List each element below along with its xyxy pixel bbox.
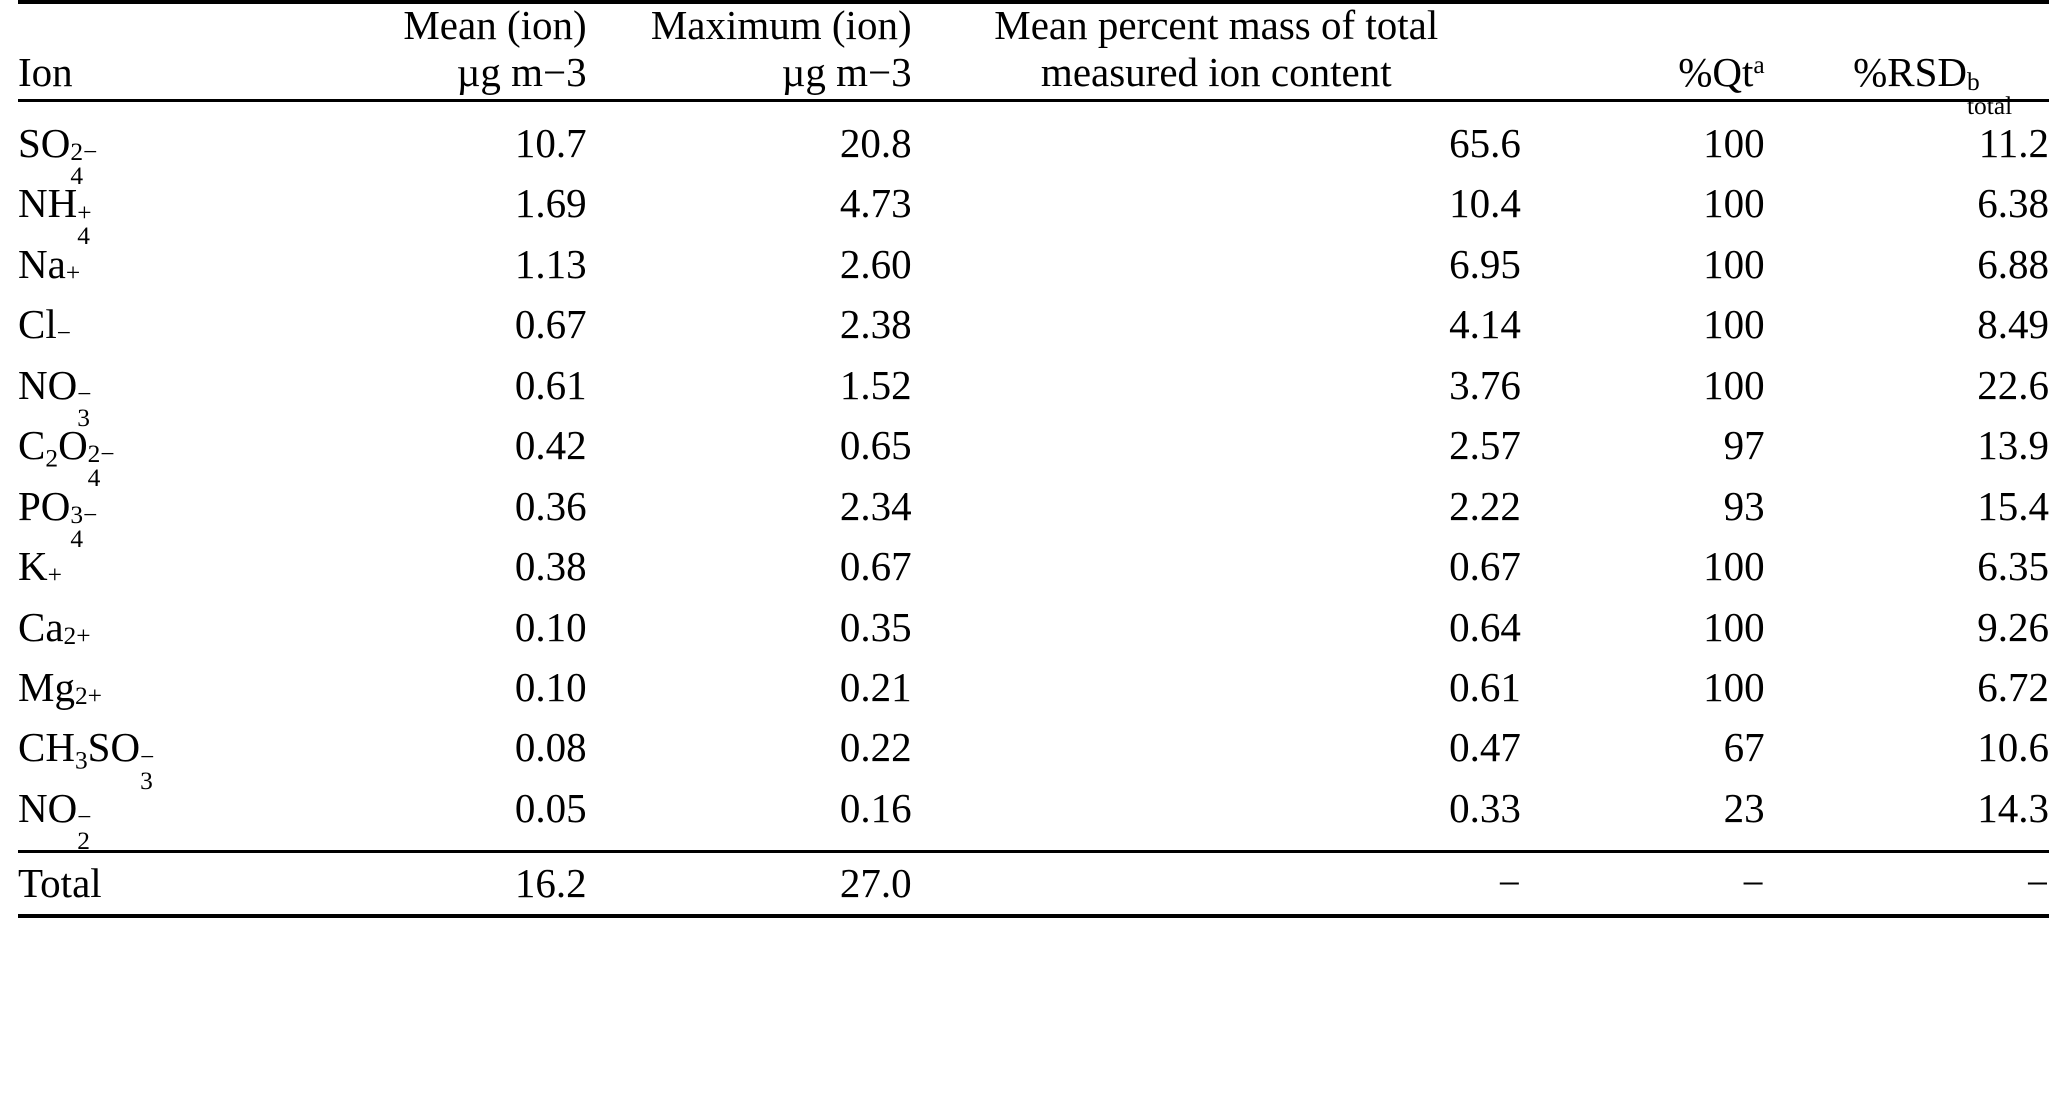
table-row [18, 657, 2049, 717]
cell-percent-qt: 100 [1703, 543, 1765, 590]
table-row [18, 537, 2049, 597]
cell-percent-qt: 93 [1723, 482, 1765, 529]
cell-mean-percent-mass: 4.14 [1449, 301, 1521, 348]
column-header-maximum-label: Maximum (ion) [650, 2, 912, 48]
cell-percent-rsd: 8.49 [1977, 301, 2049, 348]
total-percent-rsd: − [2025, 859, 2049, 906]
cell-percent-qt: 100 [1703, 119, 1765, 166]
cell-ion: NH + 4 [18, 180, 92, 251]
cell-ion: $CH_3SO$ − 3 [18, 724, 155, 795]
cell-percent-rsd: 10.6 [1977, 724, 2049, 771]
cell-mean-percent-mass: 10.4 [1449, 180, 1521, 227]
cell-mean: 1.69 [514, 180, 587, 227]
cell-mean-percent-mass: 0.61 [1449, 663, 1521, 710]
cell-maximum: 2.60 [839, 240, 912, 287]
cell-mean-percent-mass: 65.6 [1449, 119, 1521, 166]
table-total-section [18, 852, 2049, 916]
cell-maximum: 1.52 [839, 361, 912, 408]
cell-maximum: 0.35 [839, 603, 912, 650]
cell-ion: Ca 2+ [18, 603, 91, 650]
cell-mean: 10.7 [514, 119, 587, 166]
total-maximum: 27.0 [839, 859, 912, 906]
table-row [18, 476, 2049, 536]
cell-mean: 0.08 [514, 724, 587, 771]
column-header-percent-rsd-subscript: total [1967, 91, 2013, 120]
cell-percent-rsd: 6.35 [1977, 543, 2049, 590]
table-row-total [18, 852, 2049, 914]
cell-mean: 0.42 [514, 422, 587, 469]
column-header-percent-qt-footnote: a [1753, 51, 1765, 80]
table-row [18, 100, 2049, 173]
cell-maximum: 0.67 [839, 543, 912, 590]
column-header-mean-percent-mass-line1: Mean percent mass of total [994, 2, 1439, 48]
column-header-maximum-unit: µg m−3 [781, 49, 912, 96]
cell-mean-percent-mass: 0.67 [1449, 543, 1521, 590]
column-header-ion-label: Ion [18, 49, 73, 96]
column-header-percent-rsd-footnote: b [1967, 67, 1980, 96]
bottom-rule-row [18, 914, 2049, 916]
cell-mean-percent-mass: 0.33 [1449, 784, 1521, 831]
cell-ion: K + [18, 543, 62, 590]
table-row [18, 416, 2049, 476]
table-row [18, 295, 2049, 355]
cell-maximum: 2.38 [839, 301, 912, 348]
cell-ion: Mg 2+ [18, 663, 103, 711]
cell-mean: 0.05 [514, 784, 587, 831]
total-label: Total [18, 859, 102, 906]
cell-percent-rsd: 14.3 [1977, 784, 2049, 831]
cell-percent-qt: 100 [1703, 240, 1765, 287]
cell-ion: PO 3− 4 [18, 482, 98, 553]
header-row [18, 2, 2049, 99]
cell-percent-rsd: 15.4 [1977, 482, 2049, 529]
column-header-percent-qt [1521, 2, 1765, 99]
total-mean-percent-mass: − [1497, 859, 1521, 906]
column-header-maximum [587, 2, 912, 99]
cell-ion: $C_2O$ 2− 4 [18, 422, 115, 493]
cell-maximum: 0.21 [839, 663, 912, 710]
cell-percent-qt: 97 [1723, 422, 1765, 469]
total-mean: 16.2 [514, 859, 587, 906]
cell-percent-rsd: 11.2 [1978, 119, 2049, 166]
column-header-ion [18, 2, 282, 99]
cell-percent-qt: 100 [1703, 361, 1765, 408]
table-body [18, 100, 2049, 855]
cell-percent-rsd: 13.9 [1977, 422, 2049, 469]
column-header-mean-percent-mass [912, 2, 1521, 99]
cell-mean: 0.10 [514, 663, 587, 710]
cell-percent-qt: 23 [1723, 784, 1765, 831]
cell-percent-rsd: 6.72 [1977, 663, 2049, 710]
cell-ion: SO 2− 4 [18, 119, 98, 190]
cell-percent-rsd: 9.26 [1977, 603, 2049, 650]
cell-percent-qt: 100 [1703, 180, 1765, 227]
cell-mean: 1.13 [514, 240, 587, 287]
cell-maximum: 0.22 [839, 724, 912, 771]
column-header-percent-qt-label: %Qt [1678, 49, 1754, 96]
cell-mean: 0.61 [514, 361, 587, 408]
ion-composition-table [18, 0, 2049, 918]
cell-maximum: 0.65 [839, 422, 912, 469]
table-row [18, 597, 2049, 657]
table-row [18, 778, 2049, 850]
column-header-mean [282, 2, 587, 99]
cell-mean: 0.67 [514, 301, 587, 348]
cell-mean-percent-mass: 2.22 [1449, 482, 1521, 529]
cell-maximum: 0.16 [839, 784, 912, 831]
cell-mean-percent-mass: 0.47 [1449, 724, 1521, 771]
cell-ion: Cl − [18, 301, 72, 348]
column-header-percent-rsd-label: %RSD [1853, 49, 1967, 96]
table-header [18, 2, 2049, 120]
cell-percent-rsd: 6.88 [1977, 240, 2049, 287]
column-header-percent-rsd [1765, 2, 2049, 120]
cell-ion: Na + [18, 240, 81, 288]
column-header-mean-unit: µg m−3 [456, 49, 587, 96]
table-row [18, 718, 2049, 778]
cell-mean: 0.10 [514, 603, 587, 650]
cell-maximum: 20.8 [839, 119, 912, 166]
cell-percent-qt: 100 [1703, 301, 1765, 348]
cell-percent-rsd: 6.38 [1977, 180, 2049, 227]
cell-percent-qt: 100 [1703, 663, 1765, 710]
cell-mean: 0.38 [514, 543, 587, 590]
total-percent-qt: − [1741, 859, 1765, 906]
cell-mean-percent-mass: 2.57 [1449, 422, 1521, 469]
cell-ion: NO − 3 [18, 361, 92, 432]
cell-mean: 0.36 [514, 482, 587, 529]
cell-mean-percent-mass: 3.76 [1449, 361, 1521, 408]
table-row [18, 355, 2049, 415]
table-row [18, 174, 2049, 234]
column-header-mean-percent-mass-line2: measured ion content [1040, 49, 1392, 96]
column-header-mean-label: Mean (ion) [403, 2, 587, 48]
cell-percent-qt: 100 [1703, 603, 1765, 650]
cell-percent-qt: 67 [1723, 724, 1765, 771]
cell-ion: NO − 2 [18, 784, 92, 855]
table-row [18, 234, 2049, 294]
cell-mean-percent-mass: 6.95 [1449, 240, 1521, 287]
cell-maximum: 4.73 [839, 180, 912, 227]
cell-mean-percent-mass: 0.64 [1449, 603, 1521, 650]
cell-percent-rsd: 22.6 [1977, 361, 2049, 408]
cell-maximum: 2.34 [839, 482, 912, 529]
